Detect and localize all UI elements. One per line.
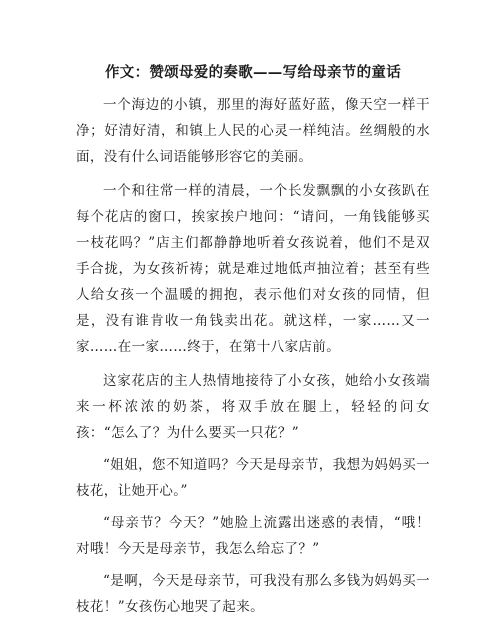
document-title: 作文：赞颂母爱的奏歌——写给母亲节的童话 bbox=[105, 64, 401, 81]
paragraph: 这家花店的主人热情地接待了小女孩，她给小女孩端来一杯浓浓的奶茶，将双手放在腿上，轻轻的问女孩：“怎么了？为什么要买一只花？” bbox=[76, 373, 430, 441]
paragraph: 一个海边的小镇，那里的海好蓝好蓝，像天空一样干净；好清好清，和镇上人民的心灵一样纯洁。丝绸般的水面，没有什么词语能够形容它的美丽。 bbox=[76, 97, 430, 165]
paragraph: 一个和往常一样的清晨，一个长发飘飘的小女孩趴在每个花店的窗口，挨家挨户地问：“请问，一角钱能够买一枝花吗？”店主们都静静地听着女孩说着，他们不是双手合拢，为女孩祈祷；就是难过地低声抽泣着；甚至有些人给女孩一个温暖的拥抱，表示他们对女孩的同情，但是，没有谁肯收一角钱卖出花。就这样，一家……又一家……在一家……终于，在第十八家店前。 bbox=[76, 183, 430, 355]
paragraph: “是啊，今天是母亲节，可我没有那么多钱为妈妈买一枝花！”女孩伤心地哭了起来。 bbox=[76, 573, 431, 615]
paragraph: “姐姐，您不知道吗？今天是母亲节，我想为妈妈买一枝花，让她开心。” bbox=[76, 457, 431, 499]
paragraph: “母亲节？今天？”她脸上流露出迷惑的表情，“哦！对哦！今天是母亲节，我怎么给忘了？” bbox=[76, 515, 430, 557]
